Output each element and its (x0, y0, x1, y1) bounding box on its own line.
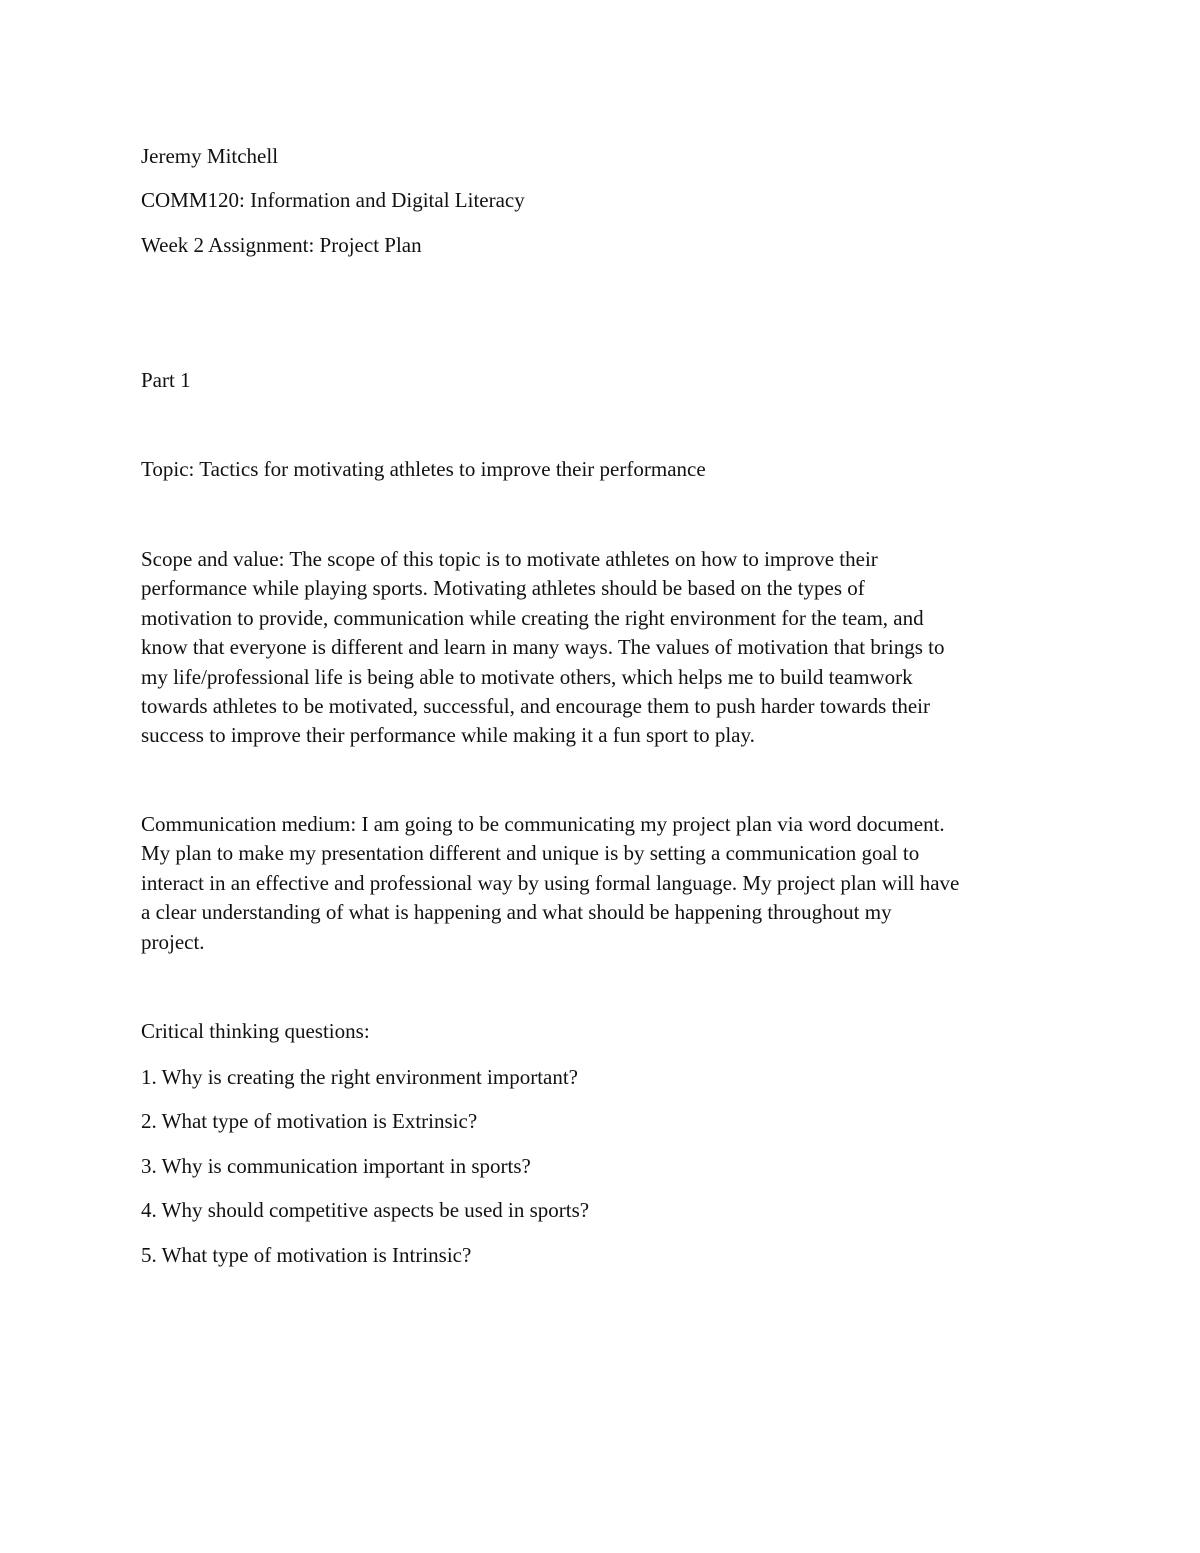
communication-line: interact in an effective and professional way by using formal language. My project plan will have (141, 870, 960, 895)
course-title: COMM120: Information and Digital Literacy (141, 188, 525, 212)
communication-line: My plan to make my presentation different and unique is by setting a communication goal to (141, 841, 920, 866)
question-item: 2. What type of motivation is Extrinsic? (141, 1109, 478, 1133)
scope-line: know that everyone is different and learn in many ways. The values of motivation that brings to (141, 635, 945, 660)
questions-heading: Critical thinking questions: (141, 1019, 370, 1043)
question-item: 5. What type of motivation is Intrinsic? (141, 1243, 472, 1267)
topic-line: Topic: Tactics for motivating athletes to improve their performance (141, 457, 706, 481)
scope-line: success to improve their performance while making it a fun sport to play. (141, 723, 755, 748)
question-item: 3. Why is communication important in sports? (141, 1154, 531, 1178)
author-name: Jeremy Mitchell (141, 144, 279, 168)
communication-line: a clear understanding of what is happening and what should be happening throughout my (141, 900, 892, 925)
scope-line: motivation to provide, communication while creating the right environment for the team, and (141, 605, 924, 630)
communication-line: Communication medium: I am going to be communicating my project plan via word document. (141, 812, 945, 836)
communication-paragraph (141, 810, 1066, 957)
scope-line: Scope and value: The scope of this topic is to motivate athletes on how to improve their (141, 547, 878, 571)
scope-paragraph (141, 545, 1066, 751)
communication-line: project. (141, 929, 205, 954)
assignment-title: Week 2 Assignment: Project Plan (141, 233, 422, 257)
scope-line: towards athletes to be motivated, successful, and encourage them to push harder towards their (141, 694, 931, 719)
scope-line: my life/professional life is being able to motivate others, which helps me to build teamwork (141, 664, 913, 689)
scope-line: performance while playing sports. Motivating athletes should be based on the types of (141, 576, 865, 601)
question-item: 4. Why should competitive aspects be used in sports? (141, 1198, 590, 1222)
question-item: 1. Why is creating the right environment important? (141, 1065, 579, 1089)
part-label: Part 1 (141, 368, 191, 392)
